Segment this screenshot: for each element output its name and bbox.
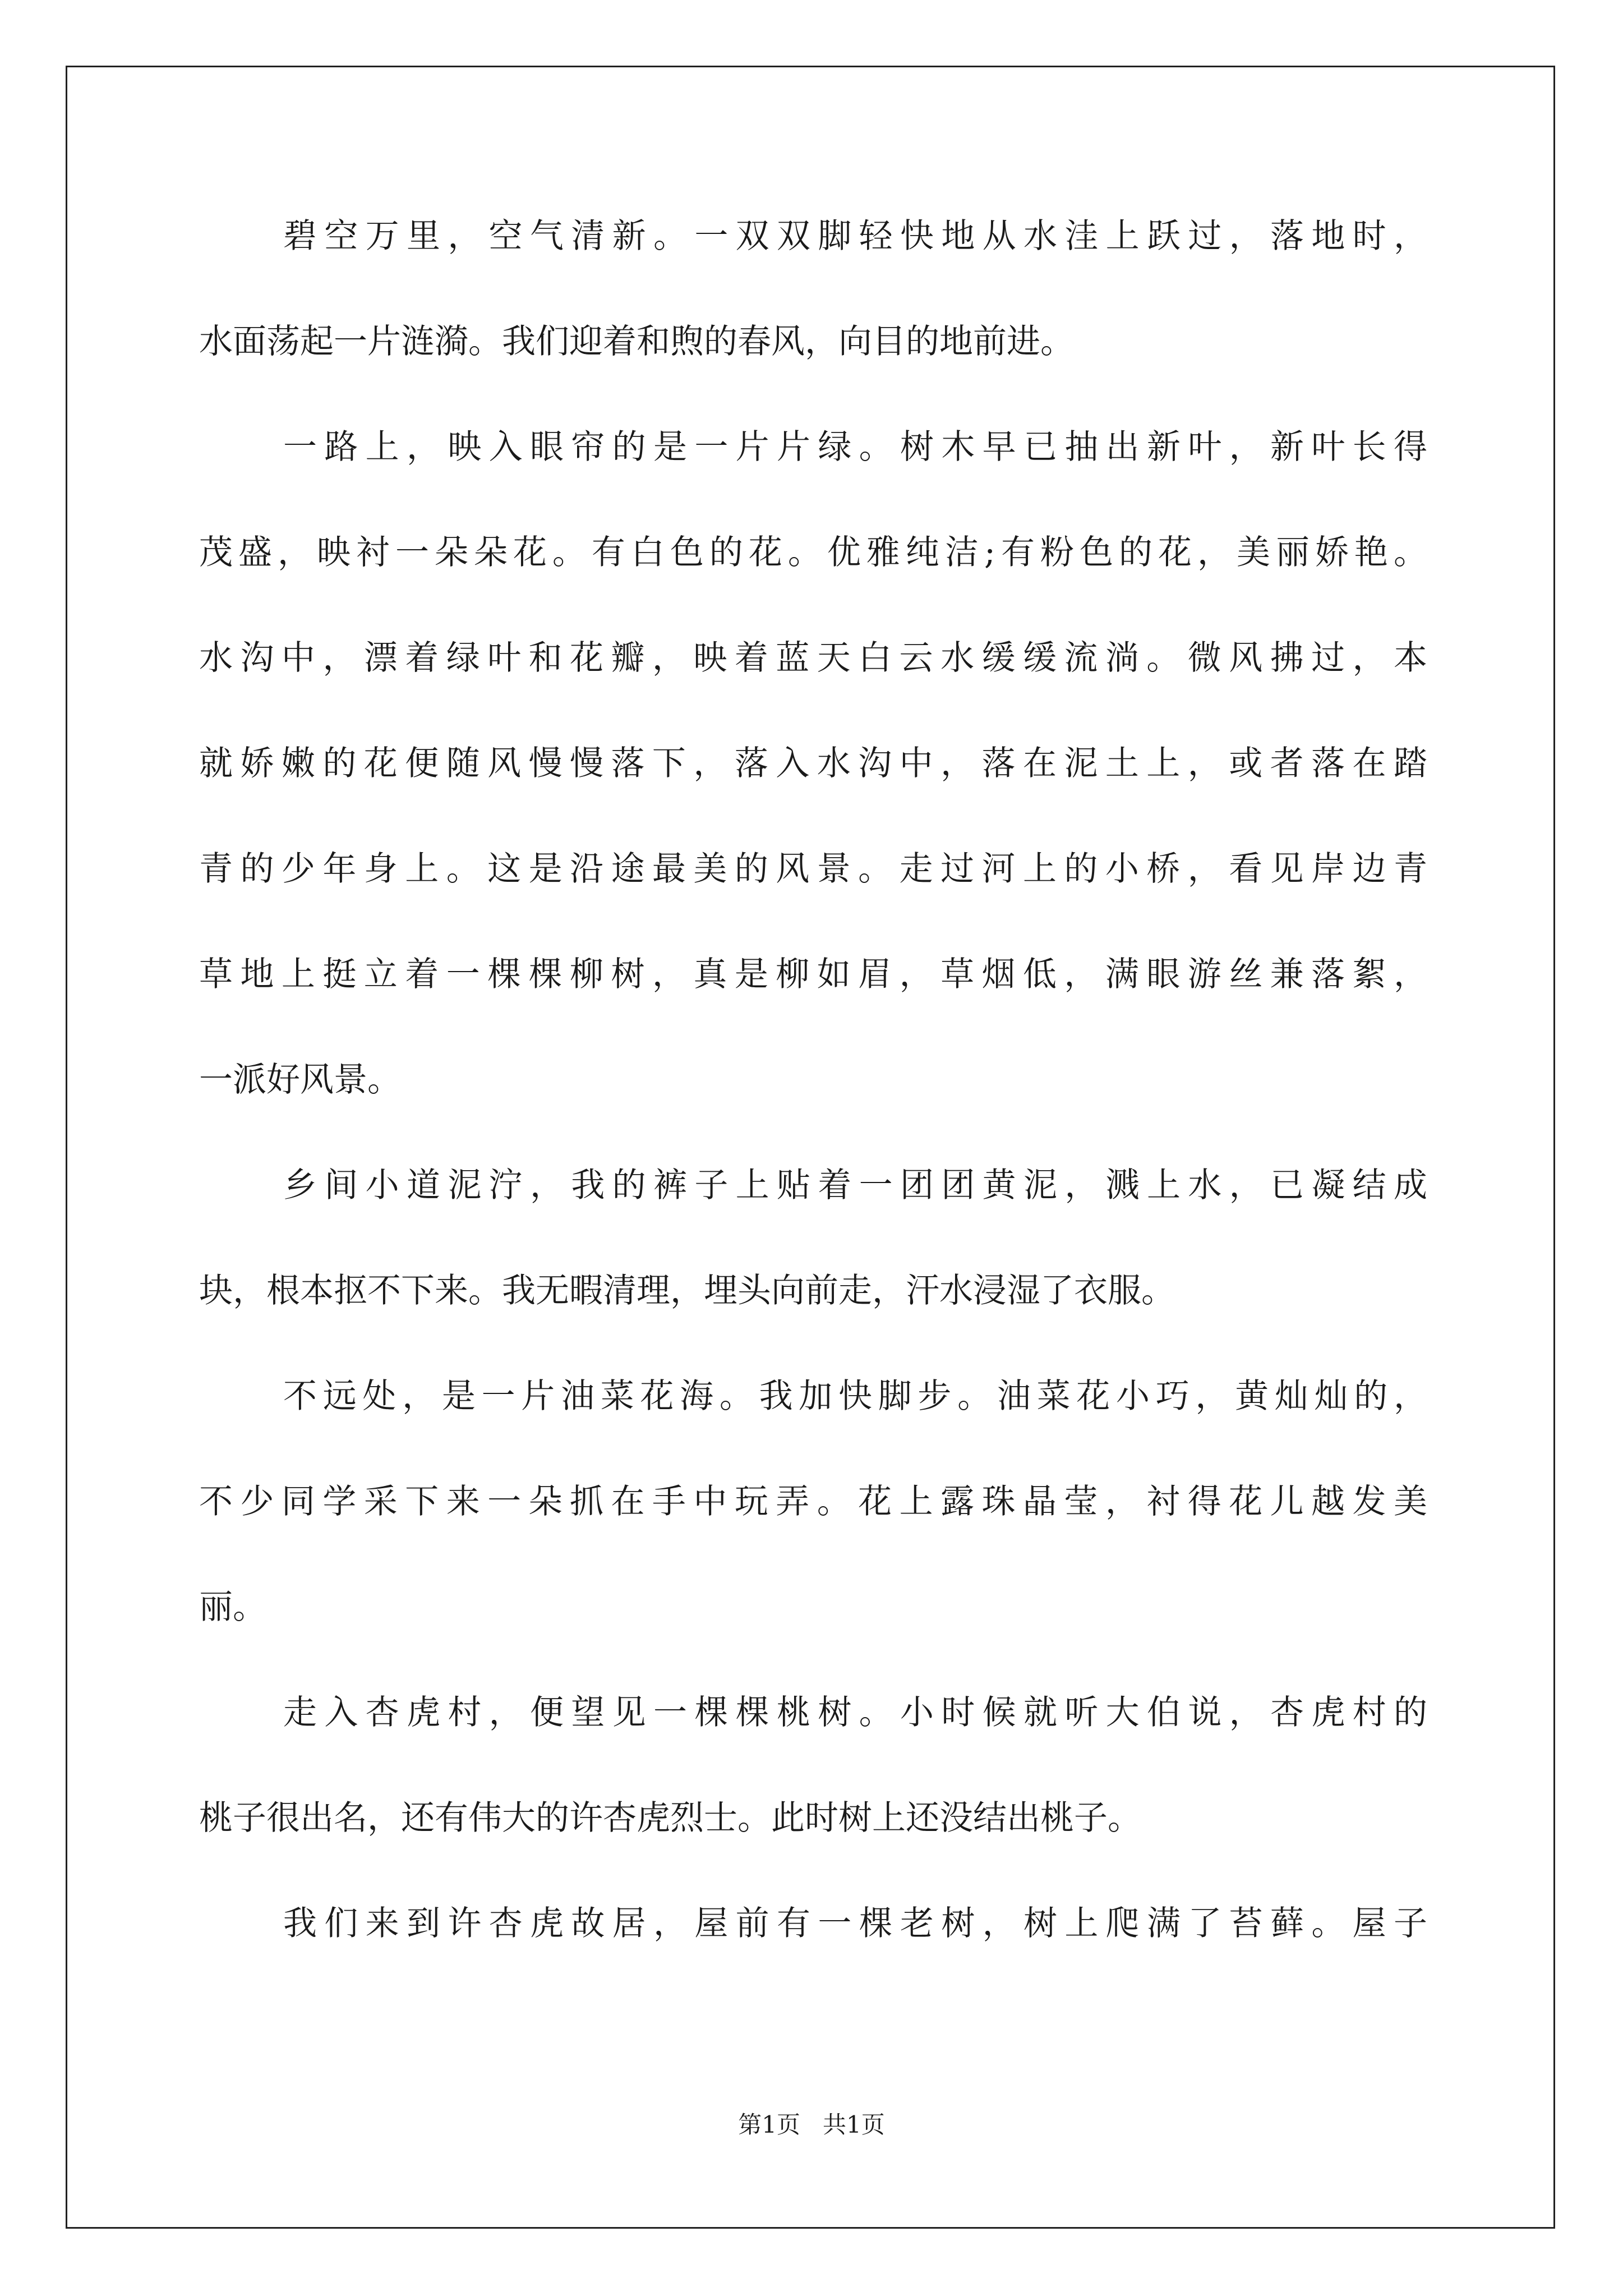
text-line: 丽。 <box>199 1588 266 1627</box>
text-line: 茂盛，映衬一朵朵花。有白色的花。优雅纯洁;有粉色的花，美丽娇艳。 <box>199 533 1427 572</box>
text-line: 走入杏虎村，便望见一棵棵桃树。小时候就听大伯说，杏虎村的 <box>283 1693 1427 1732</box>
text-line: 块，根本抠不下来。我无暇清理，埋头向前走，汗水浸湿了衣服。 <box>199 1271 1175 1310</box>
text-line: 我们来到许杏虎故居，屋前有一棵老树，树上爬满了苔藓。屋子 <box>283 1904 1427 1943</box>
text-line: 青的少年身上。这是沿途最美的风景。走过河上的小桥，看见岸边青 <box>199 849 1427 889</box>
text-line: 碧空万里，空气清新。一双双脚轻快地从水洼上跃过，落地时， <box>283 217 1427 256</box>
page-total: 共1页 <box>823 2111 885 2138</box>
text-line: 不少同学采下来一朵抓在手中玩弄。花上露珠晶莹，衬得花儿越发美 <box>199 1482 1427 1521</box>
text-line: 就娇嫩的花便随风慢慢落下，落入水沟中，落在泥土上，或者落在踏 <box>199 744 1427 783</box>
page-number: 第1页 <box>738 2111 800 2138</box>
document-body <box>199 210 1427 2003</box>
page-footer <box>0 2109 1623 2141</box>
text-line: 水沟中，漂着绿叶和花瓣，映着蓝天白云水缓缓流淌。微风拂过，本 <box>199 638 1427 678</box>
text-line: 草地上挺立着一棵棵柳树，真是柳如眉，草烟低，满眼游丝兼落絮， <box>199 955 1427 994</box>
text-line: 一派好风景。 <box>199 1060 401 1099</box>
text-line: 水面荡起一片涟漪。我们迎着和煦的春风，向目的地前进。 <box>199 322 1074 361</box>
text-line: 乡间小道泥泞，我的裤子上贴着一团团黄泥，溅上水，已凝结成 <box>283 1166 1427 1205</box>
text-line: 不远处，是一片油菜花海。我加快脚步。油菜花小巧，黄灿灿的， <box>283 1377 1427 1416</box>
text-line: 桃子很出名，还有伟大的许杏虎烈士。此时树上还没结出桃子。 <box>199 1798 1141 1838</box>
text-line: 一路上，映入眼帘的是一片片绿。树木早已抽出新叶，新叶长得 <box>283 427 1427 467</box>
